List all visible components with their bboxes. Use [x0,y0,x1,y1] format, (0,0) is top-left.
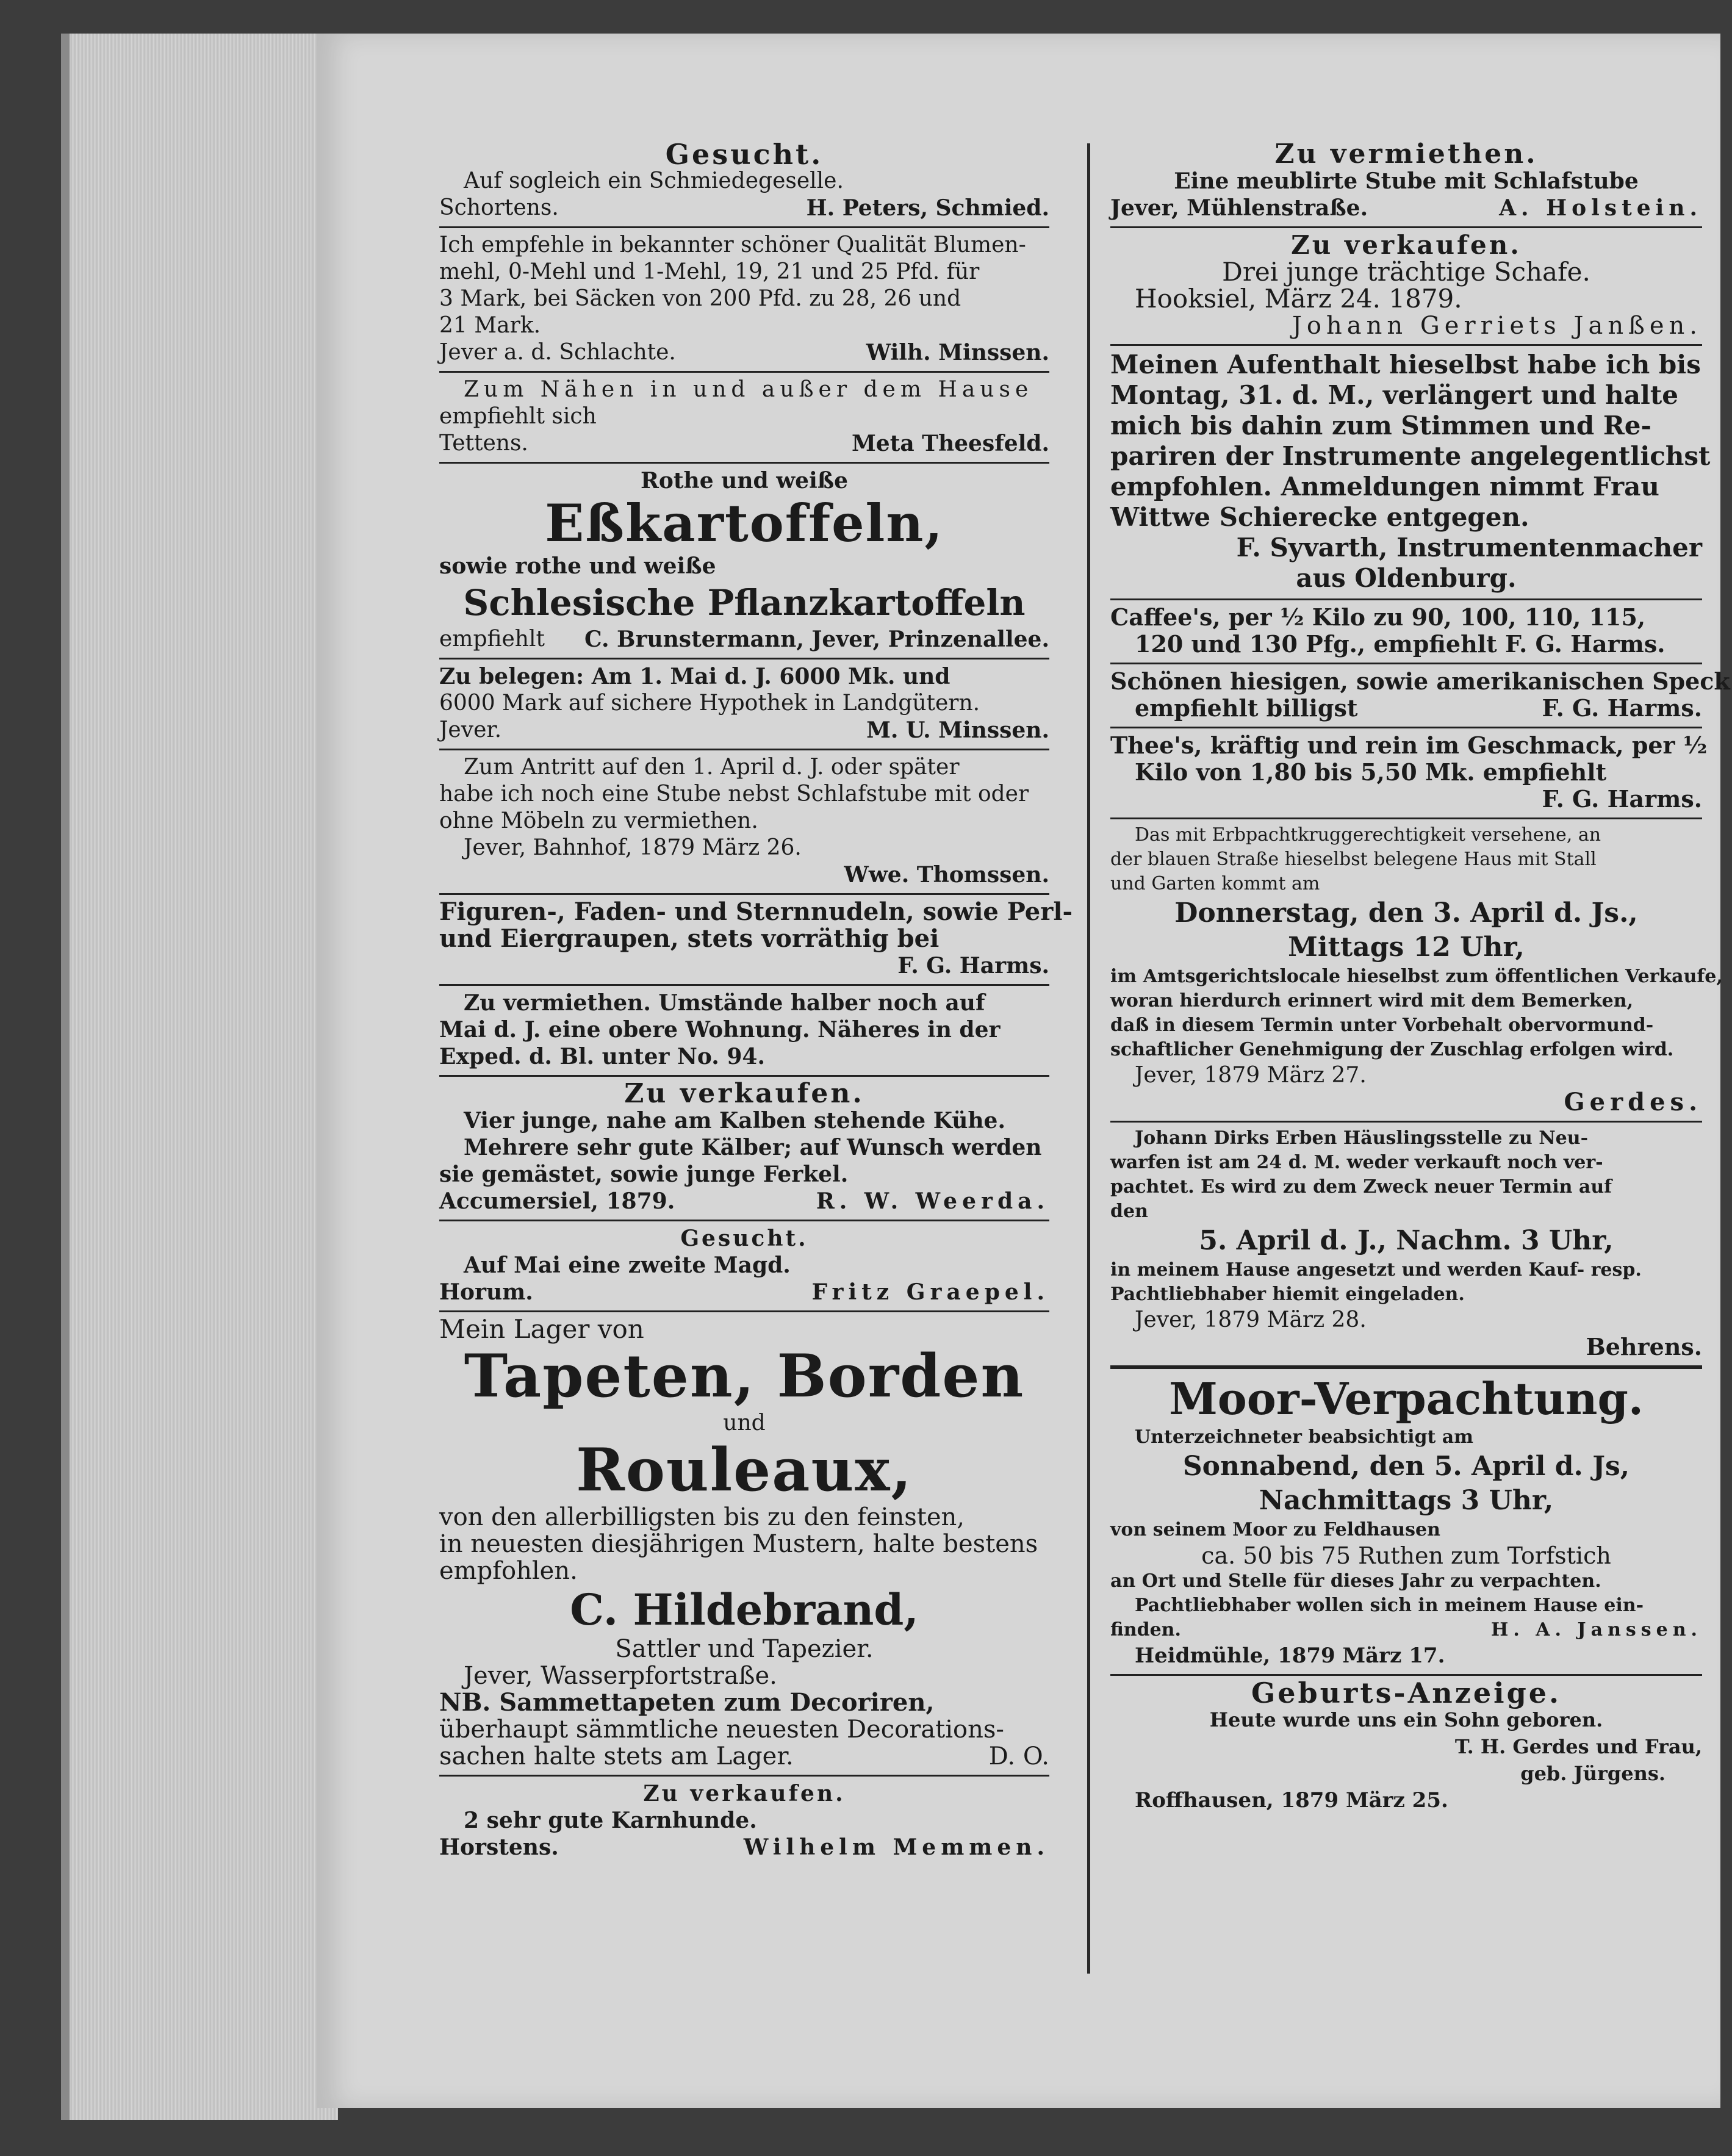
ad-text: woran hierdurch erinnert wird mit dem Bemerken, [1110,990,1634,1012]
ad-footer [439,1834,1049,1861]
ad-heading: Zu verkaufen. [1291,230,1522,260]
ad-footer [1110,1618,1702,1642]
ad-text: habe ich noch eine Stube nebst Schlafstube mit oder [439,782,1029,807]
ad-text: 21 Mark. [439,313,541,338]
ad-text: Zu vermiethen. Umstände halber noch auf [464,990,985,1016]
ad-text: überhaupt sämmtliche neuesten Decorations- [439,1716,1004,1744]
ad-text: Pachtliebhaber hiemit eingeladen. [1110,1284,1465,1305]
ad-signature: M. U. Minssen. [866,717,1049,743]
ad-speck [1110,664,1730,728]
ad-footer [439,1279,1049,1306]
ad-text: Das mit Erbpachtkruggerechtigkeit versehene, an [1135,824,1601,846]
ad-text: Jever, Wasserpfortstraße. [464,1662,777,1690]
ad-place: Horum. [439,1279,533,1305]
ad-signature: aus Oldenburg. [1296,563,1517,593]
ad-text: sachen halte stets am Lager. [439,1742,794,1770]
ad-text: Ich empfehle in bekannter schöner Qualität Blumen- [439,232,1026,257]
ad-heading: Gesucht. [680,1226,808,1251]
ad-text: Eine meublirte Stube mit Schlafstube [1174,168,1639,194]
ad-place: Jever a. d. Schlachte. [439,340,676,365]
ad-text: Mai d. J. eine obere Wohnung. Näheres in der [439,1017,1001,1043]
ad-headline: Eßkartoffeln, [545,493,944,553]
ad-footer [1110,695,1702,722]
ad-kuehe [439,1077,1049,1221]
column-divider [1087,143,1090,1974]
ad-headline: Donnerstag, den 3. April d. Js., [1174,897,1638,929]
ad-nudeln [439,895,1073,986]
ad-heading: Geburts-Anzeige. [1251,1676,1562,1709]
ad-verkauf-haus [1110,819,1723,1123]
ad-headline: Nachmittags 3 Uhr, [1259,1485,1554,1516]
ad-heading: Zu verkaufen. [624,1078,864,1109]
ad-signature: A. Holstein. [1499,195,1702,221]
ad-text: im Amtsgerichtslocale hieselbst zum öffentlichen Verkaufe, [1110,966,1723,987]
ad-text: pachtet. Es wird zu dem Zweck neuer Termin auf [1110,1176,1612,1198]
ad-text: empfohlen. [439,1557,578,1585]
ad-haeuslingsstelle [1110,1123,1702,1369]
ad-caffee [1110,600,1702,664]
ad-text: empfiehlt billigst [1135,694,1358,722]
ad-heading: Zu verkaufen. [643,1781,846,1806]
ad-signature: R. W. Weerda. [816,1188,1049,1214]
ad-signature: T. H. Gerdes und Frau, [1454,1735,1702,1758]
ad-signature: H. A. Janssen. [1491,1619,1702,1640]
ad-text: und Eiergraupen, stets vorräthig bei [439,924,940,953]
ad-text: Thee's, kräftig und rein im Geschmack, per ½ [1110,731,1708,759]
ad-footer [439,430,1049,457]
ad-place: Schortens. [439,195,559,220]
ad-schafe [1110,228,1702,346]
ad-stube-thomssen [439,750,1049,895]
ad-gesucht-schmied [439,137,1049,228]
ad-instrumente [1110,346,1711,600]
ad-footer [439,1743,1049,1770]
ad-text: Caffee's, per ½ Kilo zu 90, 100, 110, 115, [1110,603,1646,631]
ad-signature: Wilhelm Memmen. [743,1834,1049,1860]
ad-tapeten [439,1312,1049,1777]
ad-footer [439,339,1049,366]
ad-signature: Meta Theesfeld. [851,431,1049,456]
ad-signature: F. Syvarth, Instrumentenmacher [1236,533,1702,562]
ad-text: mehl, 0-Mehl und 1-Mehl, 19, 21 und 25 Pfd. für [439,259,980,284]
ad-thee [1110,728,1708,819]
newspaper-page [317,34,1730,2108]
ad-text: Figuren-, Faden- und Sternnudeln, sowie Perl- [439,897,1073,926]
ad-text: Zum Nähen in und außer dem Hause [464,377,1033,402]
ad-text: Schönen hiesigen, sowie amerikanischen Speck [1110,667,1730,695]
ad-headline: 5. April d. J., Nachm. 3 Uhr, [1199,1225,1614,1256]
ad-text: in neuesten diesjährigen Mustern, halte bestens [439,1530,1038,1558]
ad-text: Exped. d. Bl. unter No. 94. [439,1044,765,1069]
ad-kartoffeln [439,464,1049,659]
ad-text: empfiehlt sich [439,404,597,429]
ad-text: Zu belegen: Am 1. Mai d. J. 6000 Mk. und [439,664,950,689]
ad-hunde [439,1777,1049,1866]
ad-wohnung [439,986,1049,1077]
ad-text: Drei junge trächtige Schafe. [1222,257,1590,287]
ad-place: Horstens. [439,1834,559,1860]
ad-signature: C. Brunstermann, Jever, Prinzenallee. [584,627,1049,652]
ad-text: Heute wurde uns ein Sohn geboren. [1209,1708,1603,1731]
ad-text: Johann Dirks Erben Häuslingsstelle zu Neu- [1135,1127,1589,1149]
ad-text: Wittwe Schierecke entgegen. [1110,502,1529,532]
ad-signature: D. O. [988,1742,1049,1770]
ad-footer [439,626,1049,653]
ad-text: Auf Mai eine zweite Magd. [464,1252,791,1278]
book-fore-edge [61,34,338,2120]
ad-headline: Moor-Verpachtung. [1169,1373,1644,1425]
ad-headline: Rouleaux, [576,1436,913,1504]
ad-headline: Mittags 12 Uhr, [1288,932,1525,963]
ad-text: Kilo von 1,80 bis 5,50 Mk. empfiehlt [1135,758,1607,786]
ad-text: von seinem Moor zu Feldhausen [1110,1519,1440,1540]
ad-headline: C. Hildebrand, [570,1584,919,1635]
ad-text: warfen ist am 24 d. M. weder verkauft noch ver- [1110,1152,1603,1173]
ad-naehen [439,373,1049,464]
ad-place: Jever, 1879 März 28. [1135,1307,1367,1332]
ad-text: NB. Sammettapeten zum Decoriren, [439,1688,935,1717]
ad-place: Roffhausen, 1879 März 25. [1135,1788,1448,1813]
ad-text: und [723,1410,766,1436]
ad-signature: H. Peters, Schmied. [806,195,1049,221]
ad-place: Tettens. [439,431,528,456]
ad-text: Auf sogleich ein Schmiedegeselle. [464,168,844,193]
ad-text: der blauen Straße hieselbst belegene Haus mit Stall [1110,849,1597,870]
ad-place: Heidmühle, 1879 März 17. [1135,1644,1445,1668]
ad-text: von den allerbilligsten bis zu den feinsten, [439,1503,965,1531]
ad-signature: Fritz Graepel. [811,1279,1049,1305]
ad-footer [439,717,1049,744]
ad-text: pariren der Instrumente angelegentlichst [1110,441,1711,471]
ad-place: Accumersiel, 1879. [439,1188,675,1214]
ad-text: Rothe und weiße [640,468,849,494]
ad-text: Meinen Aufenthalt hieselbst habe ich bis [1110,350,1701,379]
ad-text: sowie rothe und weiße [439,553,716,579]
left-column [439,137,1073,1866]
ad-text: Sattler und Tapezier. [615,1635,874,1663]
ad-signature: F. G. Harms. [1542,785,1702,813]
ad-headline: Sonnabend, den 5. April d. Js, [1182,1451,1630,1482]
ad-text: 6000 Mark auf sichere Hypothek in Landgütern. [439,691,980,716]
ad-signature: Gerdes. [1564,1088,1702,1116]
ad-footer [1110,195,1702,221]
ad-place: Jever, Mühlenstraße. [1110,195,1368,221]
ad-signature: F. G. Harms. [897,953,1049,979]
book [61,34,1730,2132]
ad-meublirte-stube [1110,137,1702,228]
ad-text: ca. 50 bis 75 Ruthen zum Torfstich [1201,1542,1611,1569]
ad-text: an Ort und Stelle für dieses Jahr zu verpachten. [1110,1570,1601,1592]
ad-place: Jever. [439,717,502,742]
ad-headline: Schlesische Pflanzkartoffeln [463,582,1026,623]
ad-hypothek [439,659,1049,750]
ad-text: Montag, 31. d. M., verlängert und halte [1110,380,1679,410]
ad-signature: Behrens. [1586,1333,1702,1360]
ad-heading: Gesucht. [665,138,824,171]
ad-text: Vier junge, nahe am Kalben stehende Kühe. [464,1108,1005,1134]
ad-text: den [1110,1201,1148,1222]
ad-text: 3 Mark, bei Säcken von 200 Pfd. zu 28, 26 und [439,286,961,311]
ad-text: finden. [1110,1619,1181,1640]
right-column [1110,137,1730,1819]
ad-signature: Johann Gerriets Janßen. [1292,312,1702,340]
ad-text: schaftlicher Genehmigung der Zuschlag erfolgen wird. [1110,1039,1674,1060]
ad-text: mich bis dahin zum Stimmen und Re- [1110,411,1651,440]
ad-moor-verpachtung [1110,1369,1702,1676]
ad-footer [439,195,1049,221]
ad-text: 120 und 130 Pfg., empfiehlt F. G. Harms. [1135,630,1666,658]
ad-magd [439,1221,1049,1312]
ad-text: empfohlen. Anmeldungen nimmt Frau [1110,472,1659,501]
ad-text: empfiehlt [439,627,545,652]
ad-text: Unterzeichneter beabsichtigt am [1135,1426,1473,1448]
ad-heading: Zu vermiethen. [1274,138,1538,170]
ad-text: Hooksiel, März 24. 1879. [1135,284,1462,314]
ad-signature: Wilh. Minssen. [866,340,1049,365]
ad-place: Jever, 1879 März 27. [1135,1063,1367,1088]
ad-headline: Tapeten, Borden [464,1342,1025,1410]
ad-text: Zum Antritt auf den 1. April d. J. oder später [464,755,960,780]
ad-text: 2 sehr gute Karnhunde. [464,1808,757,1833]
ad-text: ohne Möbeln zu vermiethen. [439,808,758,833]
ad-geburts-anzeige [1110,1676,1702,1819]
ad-text: Mein Lager von [439,1314,644,1344]
ad-text: in meinem Hause angesetzt und werden Kauf- resp. [1110,1259,1642,1281]
ad-signature: F. G. Harms. [1542,694,1702,722]
ad-signature: Wwe. Thomssen. [844,862,1049,888]
ad-text: sie gemästet, sowie junge Ferkel. [439,1162,849,1187]
ad-text: Mehrere sehr gute Kälber; auf Wunsch werden [464,1135,1042,1160]
ad-footer [439,1188,1049,1215]
ad-text: und Garten kommt am [1110,873,1320,894]
ad-mehl [439,228,1049,373]
ad-text: daß in diesem Termin unter Vorbehalt obervormund- [1110,1015,1654,1036]
ad-text: Jever, Bahnhof, 1879 März 26. [464,835,802,860]
ad-text: Pachtliebhaber wollen sich in meinem Hause ein- [1135,1595,1644,1616]
ad-signature: geb. Jürgens. [1520,1762,1666,1785]
